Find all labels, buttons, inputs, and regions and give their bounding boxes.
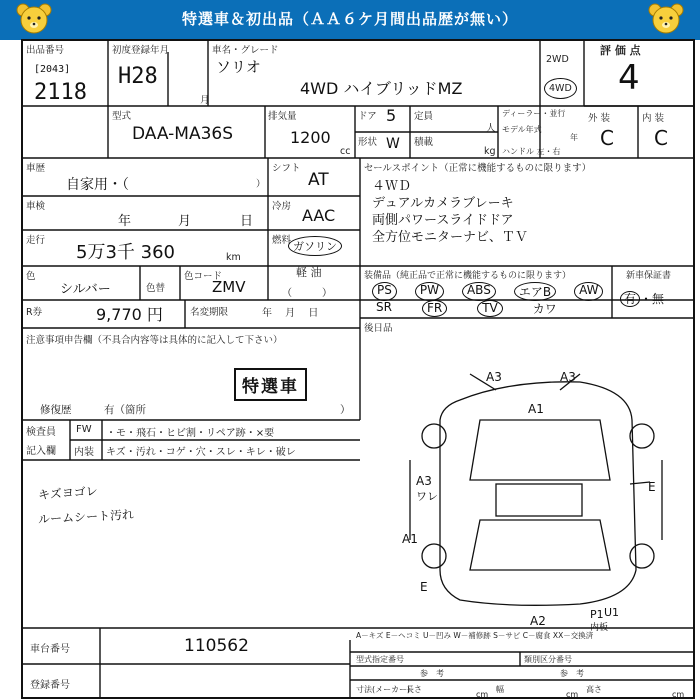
damage-mark: E bbox=[420, 580, 428, 594]
sales-point: デュアルカメラブレーキ bbox=[372, 196, 514, 211]
inspection-year: 年 bbox=[118, 214, 132, 229]
displacement-value: 1200 bbox=[290, 128, 331, 147]
cc-unit: cc bbox=[340, 146, 351, 157]
color-label: 色 bbox=[26, 271, 36, 282]
shift-value: AT bbox=[308, 170, 329, 190]
repair-history-label: 修復歴 bbox=[40, 404, 72, 416]
sales-points bbox=[372, 178, 528, 246]
damage-mark: A1 bbox=[528, 402, 544, 416]
warranty-label: 新車保証書 bbox=[626, 271, 672, 281]
load-label: 積載 bbox=[414, 137, 434, 148]
damage-mark: A1 bbox=[402, 532, 418, 546]
rear-seat-label: 後日品 bbox=[364, 323, 393, 334]
width-label: 幅 bbox=[496, 685, 504, 694]
equip-airbag: エアB bbox=[514, 282, 556, 301]
interior-check-row: キズ・汚れ・コゲ・穴・スレ・キレ・破レ bbox=[106, 447, 296, 458]
warranty-value bbox=[620, 290, 664, 307]
color-code-value: ZMV bbox=[212, 278, 246, 296]
exterior-label: 外 装 bbox=[588, 113, 611, 124]
car-grade: 4WD ハイブリッドMZ bbox=[300, 79, 463, 98]
drive-4wd-circled: 4WD bbox=[544, 78, 577, 99]
reference-1: 参 考 bbox=[420, 669, 444, 678]
dealer-label: ディーラー・並行 bbox=[502, 109, 566, 118]
door-value: 5 bbox=[386, 106, 397, 125]
color-change-label: 色替 bbox=[146, 283, 166, 294]
equip-abs: ABS bbox=[462, 282, 496, 301]
type-designation-label: 型式指定番号 bbox=[356, 655, 404, 664]
equipment-row-2 bbox=[376, 300, 557, 317]
registration-label: 登録番号 bbox=[30, 680, 70, 691]
mileage-value: 5万3千 360 bbox=[76, 242, 175, 263]
special-selection-stamp: 特選車 bbox=[234, 368, 307, 401]
warranty-yes: 有 bbox=[620, 291, 640, 307]
inspection-label: 車検 bbox=[26, 201, 46, 212]
mileage-label: 走行 bbox=[26, 235, 46, 246]
sales-point: 両側パワースライドドア bbox=[372, 213, 514, 228]
type-label: 型式 bbox=[112, 111, 132, 122]
damage-mark: A3 bbox=[560, 370, 576, 384]
damage-mark: P1 bbox=[590, 608, 604, 621]
inspection-day: 日 bbox=[240, 214, 254, 229]
damage-mark: E bbox=[648, 480, 656, 494]
first-registration-label: 初度登録年月 bbox=[112, 45, 170, 56]
km-unit: km bbox=[226, 252, 241, 263]
inspector-label: 検査員 bbox=[26, 427, 56, 438]
damage-mark: A3 bbox=[486, 370, 502, 384]
capacity-label: 定員 bbox=[414, 111, 434, 122]
equip-ps: PS bbox=[372, 282, 397, 301]
sales-heading: セールスポイント（正常に機能するものに限ります） bbox=[364, 163, 592, 174]
shape-value: W bbox=[386, 136, 400, 152]
fuel-label: 燃料 bbox=[272, 235, 292, 246]
length-label: 長さ bbox=[406, 685, 422, 694]
person-unit: 人 bbox=[486, 123, 496, 134]
lot-number: 2118 bbox=[34, 80, 87, 105]
recycle-label: R券 bbox=[26, 307, 43, 318]
name-change-label: 名変期限 bbox=[190, 307, 229, 318]
height-label: 高さ bbox=[586, 685, 602, 694]
inspector-entry-label: 記入欄 bbox=[26, 446, 56, 457]
usage-close: ） bbox=[256, 179, 266, 190]
exterior-grade: C bbox=[600, 126, 614, 150]
type-value: DAA-MA36S bbox=[132, 124, 234, 144]
reference-2: 参 考 bbox=[560, 669, 584, 678]
fw-check-row: ・モ・飛石・ヒビ割・リペア跡・×要 bbox=[106, 428, 275, 439]
shift-label: シフト bbox=[272, 163, 301, 174]
equip-pw: PW bbox=[415, 282, 444, 301]
damage-mark: 内板 bbox=[590, 623, 609, 633]
handwritten-note-2: ルームシート汚れ bbox=[37, 507, 135, 527]
cm-unit-3: cm bbox=[672, 690, 685, 699]
usage-label: 車歴 bbox=[26, 163, 46, 174]
interior-label: 内 装 bbox=[642, 113, 665, 124]
banner-title: 特選車＆初出品（ＡＡ６ケ月間出品歴が無い） bbox=[181, 10, 518, 28]
sales-point: 全方位モニターナビ、ＴＶ bbox=[372, 230, 528, 245]
lot-label: 出品番号 bbox=[26, 45, 65, 56]
handwritten-note-1: キズヨゴレ bbox=[37, 483, 99, 503]
shape-label: 形状 bbox=[358, 137, 378, 148]
drive-2wd-label: 2WD bbox=[546, 54, 569, 65]
interior-tag: 内装 bbox=[74, 447, 94, 458]
sales-point: ４ＷＤ bbox=[372, 179, 412, 194]
equipment-heading: 装備品（純正品で正常に機能するものに限ります） bbox=[364, 271, 572, 281]
chassis-label: 車台番号 bbox=[30, 644, 70, 655]
model-label: 車名・グレード bbox=[212, 45, 279, 56]
equip-leather: カワ bbox=[532, 302, 557, 316]
grade-score: 4 bbox=[618, 58, 640, 98]
month-unit: 月 bbox=[200, 95, 210, 106]
damage-mark: ワレ bbox=[416, 490, 438, 503]
lot-small-number: [2043] bbox=[34, 64, 71, 75]
first-registration-value: H28 bbox=[118, 64, 158, 89]
fuel-other: （ ） bbox=[282, 288, 332, 299]
equip-tv: TV bbox=[477, 300, 503, 317]
fw-tag: FW bbox=[76, 424, 92, 435]
notes-heading: 注意事項申告欄（不具合内容等は具体的に記入して下さい） bbox=[26, 335, 283, 346]
name-change-date: 年 月 日 bbox=[262, 308, 319, 319]
category-number-label: 類別区分番号 bbox=[524, 655, 572, 664]
displacement-label: 排気量 bbox=[268, 111, 297, 122]
car-damage-diagram bbox=[400, 360, 670, 622]
inspection-month: 月 bbox=[178, 214, 192, 229]
interior-grade: C bbox=[654, 126, 668, 150]
car-name: ソリオ bbox=[216, 58, 261, 76]
color-value: シルバー bbox=[60, 282, 111, 297]
kg-unit: kg bbox=[484, 146, 496, 157]
year-unit: 年 bbox=[570, 133, 578, 142]
usage-value: 自家用・（ bbox=[66, 177, 129, 193]
equipment-row-1 bbox=[372, 282, 603, 301]
damage-legend-footer: A－キズ E－ヘコミ U－凹み W－補修跡 S－サビ C－腐食 XX－交換済 bbox=[356, 631, 594, 640]
model-year-label: モデル年式 bbox=[502, 125, 542, 134]
chassis-value: 110562 bbox=[184, 636, 249, 656]
damage-mark: A2 bbox=[530, 614, 546, 628]
fuel-gasoline-circled: ガソリン bbox=[288, 236, 342, 256]
ac-label: 冷房 bbox=[272, 201, 292, 212]
damage-mark: U1 bbox=[604, 606, 620, 619]
handle-label: ハンドル 左・右 bbox=[502, 147, 561, 156]
cm-unit-2: cm bbox=[566, 690, 579, 699]
color-code-label: 色コード bbox=[184, 271, 223, 282]
equip-sr: SR bbox=[376, 300, 392, 314]
repair-history-close: ） bbox=[340, 404, 351, 416]
fuel-diesel: 軽 油 bbox=[296, 266, 322, 279]
cm-unit-1: cm bbox=[476, 690, 489, 699]
door-label: ドア bbox=[358, 111, 377, 122]
dimensions-label: 寸法(メーカー) bbox=[356, 685, 411, 694]
warranty-no: ・無 bbox=[640, 292, 665, 306]
equip-fr: FR bbox=[422, 300, 447, 317]
ac-value: AAC bbox=[302, 206, 336, 225]
grade-label: 評 価 点 bbox=[600, 44, 641, 57]
recycle-fee: 9,770 円 bbox=[96, 305, 163, 324]
repair-history-value: 有（箇所 bbox=[104, 404, 146, 416]
damage-mark: A3 bbox=[416, 474, 432, 488]
equip-aw: AW bbox=[574, 282, 603, 301]
